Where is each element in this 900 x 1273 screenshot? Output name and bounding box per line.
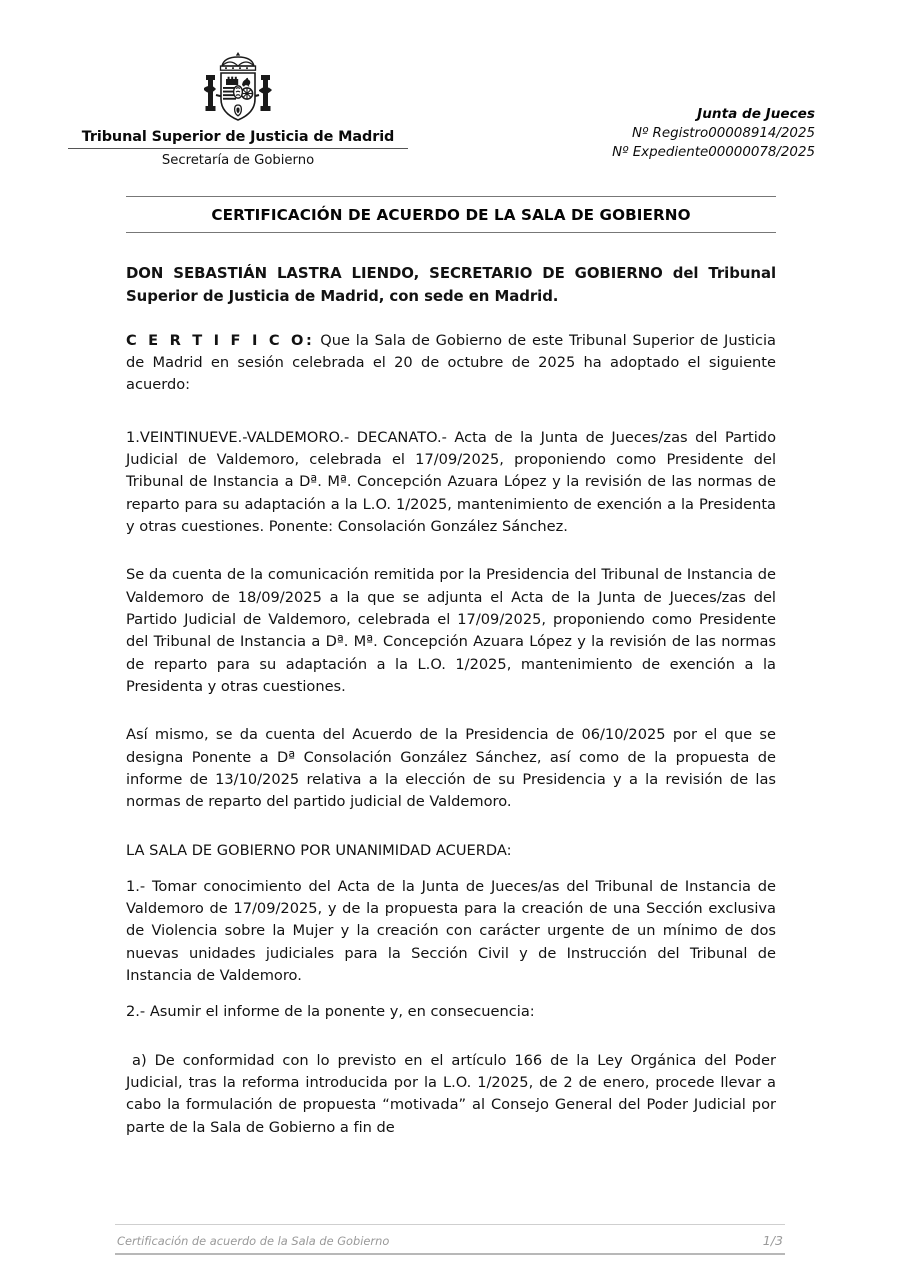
header-left-block [68, 48, 408, 168]
page-number: 1/3 [762, 1233, 783, 1248]
document-header [0, 48, 900, 168]
organization-name: Tribunal Superior de Justicia de Madrid [68, 129, 408, 149]
junta-label: Junta de Jueces [697, 106, 815, 122]
spanish-coat-of-arms-icon [195, 48, 281, 128]
footer-bottom-rule [115, 1253, 785, 1255]
resolution-item-2: 2.- Asumir el informe de la ponente y, en consecuencia: [126, 1003, 535, 1021]
agreement-paragraph-1: 1.VEINTINUEVE.-VALDEMORO.- DECANATO.- Acta de la Junta de Jueces/zas del Partido Judicial de Valdemoro, celebrada el 17/09/2025, proponiendo como Presidente del Tribunal de Instancia a Dª. Mª. Concepción Azuara López y la revisión de las normas de reparto para su adaptación a la L.O. 1/2025, mantenimiento de exención a la Presidenta y otras cuestiones. Ponente: Consolación González Sánchez. [126, 428, 776, 535]
agreement-paragraph-3: Así mismo, se da cuenta del Acuerdo de la Presidencia de 06/10/2025 por el que se designa Ponente a Dª Consolación González Sánchez, así como de la propuesta de informe de 13/10/2025 relativa a la elección de su Presidencia y a la revisión de las normas de reparto del partido judicial de Valdemoro. [126, 726, 776, 811]
resolution-item-1: 1.- Tomar conocimiento del Acta de la Junta de Jueces/as del Tribunal de Instancia de Valdemoro de 17/09/2025, y de la propuesta para la creación de una Sección exclusiva de Violencia sobre la Mujer y la creación con carácter urgente de un mínimo de dos nuevas unidades judiciales para la Sección Civil y de Instrucción del Tribunal de Instancia de Valdemoro. [126, 877, 776, 985]
document-footer [115, 1224, 785, 1255]
footer-document-label: Certificación de acuerdo de la Sala de Gobierno [117, 1234, 390, 1248]
certifico-paragraph [126, 330, 776, 397]
registro-number: Nº Registro00008914/2025 [631, 126, 815, 142]
document-title-banner [126, 196, 776, 233]
agreement-paragraph-2: Se da cuenta de la comunicación remitida por la Presidencia del Tribunal de Instancia de Valdemoro de 18/09/2025 a la que se adjunta el Acta de la Junta de Jueces/zas del Partido Judicial de Valdemoro, celebrada el 17/09/2025, proponiendo como Presidente del Tribunal de Instancia a Dª. Mª. Concepción Azuara López y la revisión de las normas de reparto para su adaptación a la L.O. 1/2025, mantenimiento de exención a la Presidenta y otras cuestiones. [126, 566, 776, 695]
intro-paragraph: DON SEBASTIÁN LASTRA LIENDO, SECRETARIO DE GOBIERNO del Tribunal Superior de Justicia de Madrid, con sede en Madrid. [126, 264, 776, 305]
page-title: CERTIFICACIÓN DE ACUERDO DE LA SALA DE GOBIERNO [211, 206, 691, 224]
resolution-heading: LA SALA DE GOBIERNO POR UNANIMIDAD ACUERDA: [126, 841, 512, 859]
expediente-number: Nº Expediente00000078/2025 [612, 145, 815, 161]
document-body [126, 262, 776, 1156]
resolution-item-2a: a) De conformidad con lo previsto en el artículo 166 de la Ley Orgánica del Poder Judicial, tras la reforma introducida por la L.O. 1/2025, de 2 de enero, procede llevar a cabo la formulación de propuesta “motivada” al Consejo General del Poder Judicial por parte de la Sala de Gobierno a fin de [126, 1051, 776, 1136]
header-right-block [612, 105, 815, 162]
department-name: Secretaría de Gobierno [161, 152, 315, 168]
certifico-text: Que la Sala de Gobierno de este Tribunal Superior de Justicia de Madrid en sesión celebrada el 20 de octubre de 2025 ha adoptado el siguiente acuerdo: [126, 331, 776, 394]
certifico-label: C E R T I F I C O: [126, 331, 315, 349]
footer-content [115, 1225, 785, 1253]
